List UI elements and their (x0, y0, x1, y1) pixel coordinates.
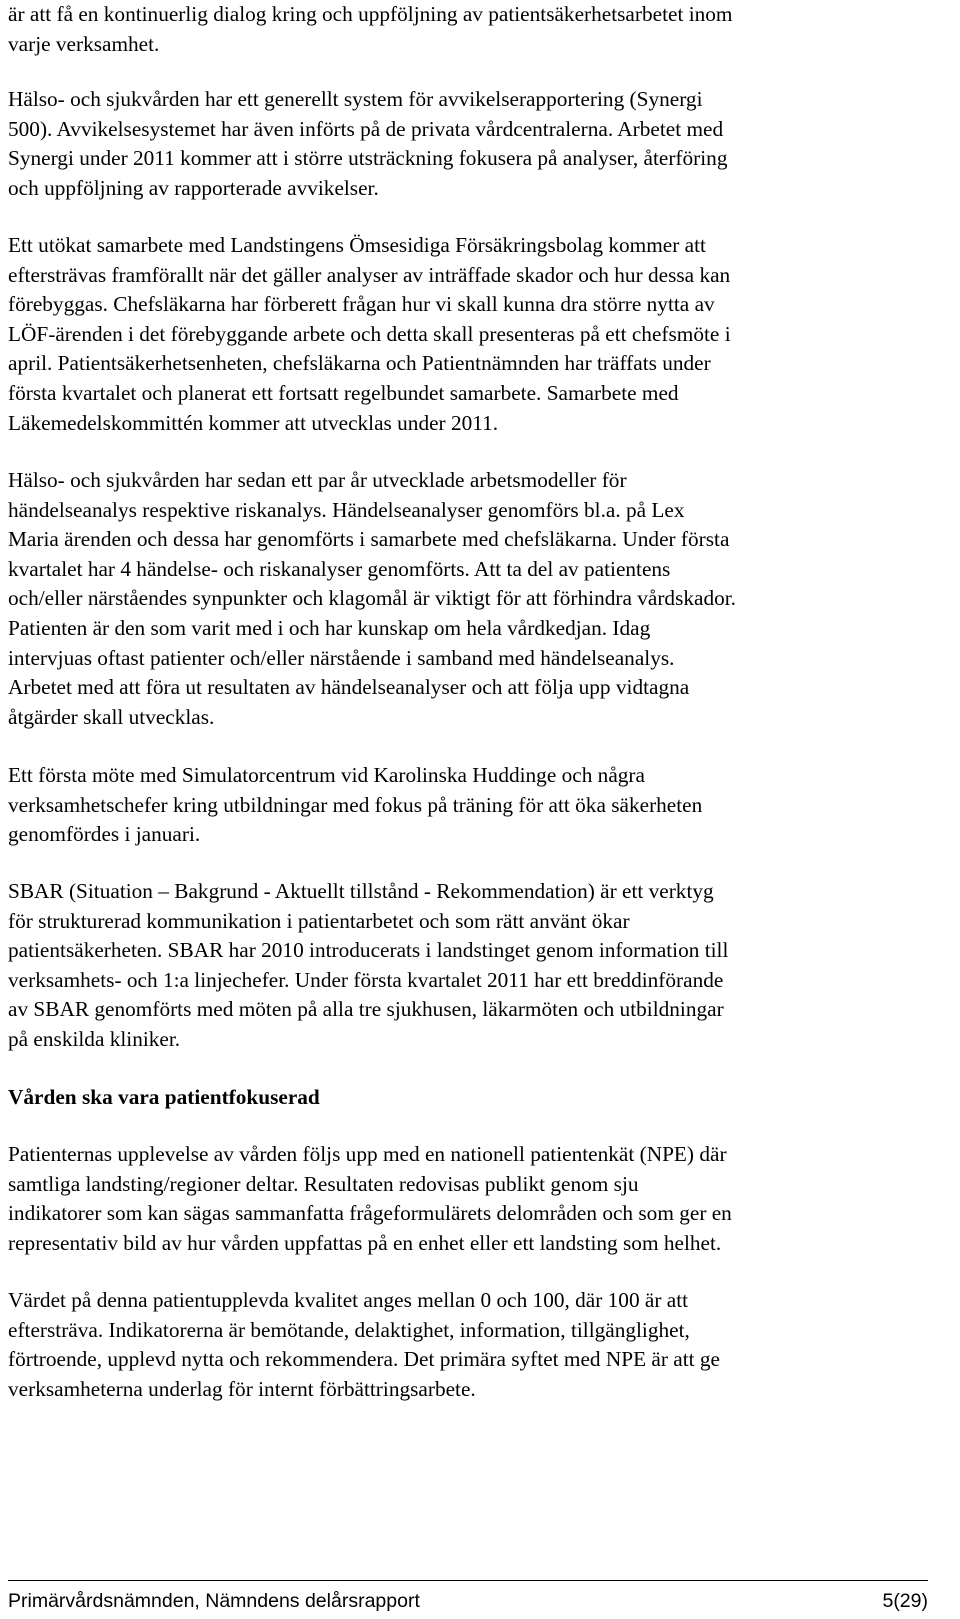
text-line: Maria ärenden och dessa har genomförts i samarbete med chefsläkarna. Under första (8, 527, 730, 552)
text-line: på enskilda kliniker. (8, 1026, 181, 1051)
paragraph (8, 1140, 732, 1258)
text-line: verksamhets- och 1:a linjechefer. Under första kvartalet 2011 har ett breddinförande (8, 967, 724, 992)
footer-title: Primärvårdsnämnden, Nämndens delårsrapport (8, 1590, 420, 1612)
text-line: Ett utökat samarbete med Landstingens Ömsesidiga Försäkringsbolag kommer att (8, 233, 706, 257)
text-line: Arbetet med att föra ut resultaten av händelseanalyser och att följa upp vidtagna (8, 675, 690, 700)
text-line: och/eller närståendes synpunkter och klagomål är viktigt för att förhindra vårdskador. (8, 586, 737, 611)
section-heading: Vården ska vara patientfokuserad (8, 1085, 320, 1109)
text-line: åtgärder skall utvecklas. (8, 704, 215, 729)
paragraph (8, 85, 727, 203)
text-line: genomfördes i januari. (8, 822, 201, 847)
text-line: indikatorer som kan sägas sammanfatta frågeformulärets delområden och som ger en (8, 1201, 732, 1226)
text-line: första kvartalet och planerat ett fortsatt regelbundet samarbete. Samarbete med (8, 380, 679, 405)
text-line: SBAR (Situation – Bakgrund - Aktuellt tillstånd - Rekommendation) är ett verktyg (8, 879, 714, 903)
text-line: Ett första möte med Simulatorcentrum vid Karolinska Huddinge och några (8, 763, 645, 787)
text-line: LÖF-ärenden i det förebyggande arbete och detta skall presenteras på ett chefsmöte i (8, 321, 731, 346)
text-line: Patienten är den som varit med i och har kunskap om hela vårdkedjan. Idag (8, 615, 651, 640)
text-line: 500). Avvikelsesystemet har även införts på de privata vårdcentralerna. Arbetet med (8, 116, 724, 141)
text-line: eftersträva. Indikatorerna är bemötande, delaktighet, information, tillgänglighet, (8, 1317, 690, 1342)
text-line: Synergi under 2011 kommer att i större utsträckning fokusera på analyser, återföring (8, 146, 728, 171)
text-line: Hälso- och sjukvården har sedan ett par år utvecklade arbetsmodeller för (8, 468, 627, 492)
text-line: för strukturerad kommunikation i patientarbetet och som rätt använt ökar (8, 908, 630, 933)
text-line: intervjuas oftast patienter och/eller närstående i samband med händelseanalys. (8, 645, 675, 670)
text-line: Patienternas upplevelse av vården följs upp med en nationell patientenkät (NPE) där (8, 1142, 727, 1166)
text-line: och uppföljning av rapporterade avvikelser. (8, 175, 379, 200)
text-line: Läkemedelskommittén kommer att utvecklas under 2011. (8, 410, 499, 435)
paragraph (8, 877, 728, 1055)
text-line: förtroende, upplevd nytta och rekommendera. Det primära syftet med NPE är att ge (8, 1347, 721, 1372)
paragraph (8, 466, 736, 732)
text-line: representativ bild av hur vården uppfattas på en enhet eller ett landsting som helhet. (8, 1230, 722, 1255)
paragraph (8, 0, 732, 59)
text-line: samtliga landsting/regioner deltar. Resultaten redovisas publikt genom sju (8, 1171, 639, 1196)
text-line: kvartalet har 4 händelse- och riskanalyser genomförts. Att ta del av patientens (8, 556, 671, 581)
text-line: patientsäkerheten. SBAR har 2010 introducerats i landstinget genom information till (8, 938, 729, 963)
text-line: Värdet på denna patientupplevda kvalitet anges mellan 0 och 100, där 100 är att (8, 1288, 689, 1312)
page-footer (8, 1580, 928, 1612)
text-line: händelseanalys respektive riskanalys. Händelseanalyser genomförs bl.a. på Lex (8, 497, 685, 522)
text-line: är att få en kontinuerlig dialog kring och uppföljning av patientsäkerhetsarbetet inom (8, 2, 733, 26)
paragraph (8, 1286, 720, 1404)
text-line: eftersträvas framförallt när det gäller analyser av inträffade skador och hur dessa kan (8, 262, 731, 287)
text-line: verksamhetschefer kring utbildningar med fokus på träning för att öka säkerheten (8, 792, 703, 817)
page-number: 5(29) (882, 1590, 928, 1612)
paragraph (8, 231, 731, 438)
text-line: Hälso- och sjukvården har ett generellt system för avvikelserapportering (Synergi (8, 87, 703, 111)
text-line: av SBAR genomförts med möten på alla tre sjukhusen, läkarmöten och utbildningar (8, 997, 724, 1022)
text-line: förebyggas. Chefsläkarna har förberett frågan hur vi skall kunna dra större nytta av (8, 292, 715, 317)
text-line: verksamheterna underlag för internt förbättringsarbete. (8, 1376, 476, 1401)
paragraph (8, 761, 702, 850)
text-line: april. Patientsäkerhetsenheten, chefsläkarna och Patientnämnden har träffats under (8, 351, 711, 376)
text-line: varje verksamhet. (8, 31, 160, 56)
